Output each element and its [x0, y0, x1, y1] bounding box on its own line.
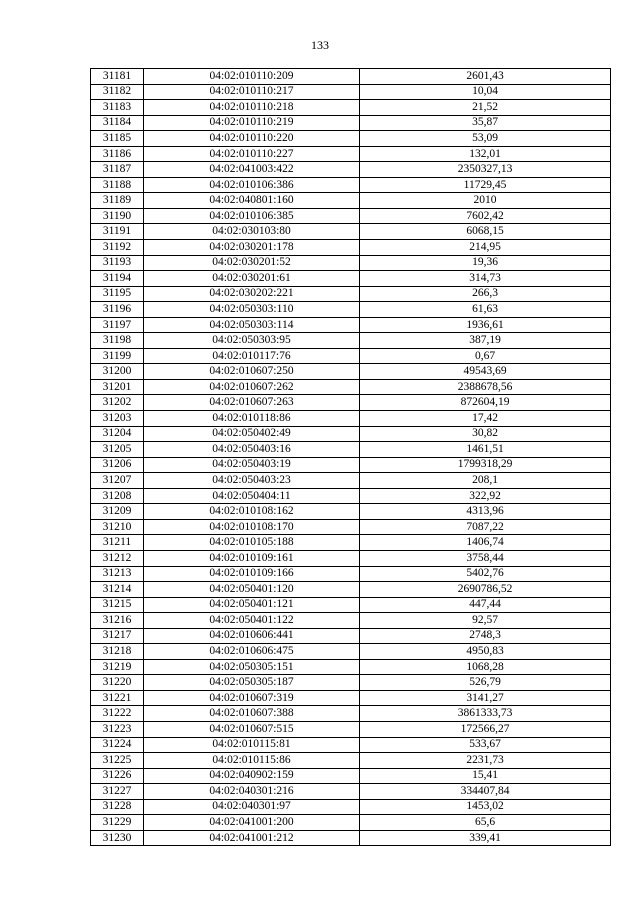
cadastral-number-cell: 04:02:010606:441 — [144, 628, 360, 644]
table-row — [91, 675, 611, 691]
value-cell: 1068,28 — [360, 659, 611, 675]
row-number-cell: 31182 — [91, 84, 144, 100]
row-number-cell: 31203 — [91, 411, 144, 427]
value-cell: 1799318,29 — [360, 457, 611, 473]
table-row — [91, 208, 611, 224]
row-number-cell: 31229 — [91, 815, 144, 831]
cadastral-number-cell: 04:02:030201:52 — [144, 255, 360, 271]
table-row — [91, 193, 611, 209]
table-row — [91, 644, 611, 660]
value-cell: 21,52 — [360, 100, 611, 116]
table-row — [91, 364, 611, 380]
row-number-cell: 31200 — [91, 364, 144, 380]
cadastral-number-cell: 04:02:010118:86 — [144, 411, 360, 427]
row-number-cell: 31190 — [91, 208, 144, 224]
table-row — [91, 504, 611, 520]
row-number-cell: 31227 — [91, 784, 144, 800]
cadastral-number-cell: 04:02:040301:216 — [144, 784, 360, 800]
value-cell: 19,36 — [360, 255, 611, 271]
value-cell: 1936,61 — [360, 317, 611, 333]
cadastral-number-cell: 04:02:010607:388 — [144, 706, 360, 722]
row-number-cell: 31209 — [91, 504, 144, 520]
cadastral-number-cell: 04:02:050303:95 — [144, 333, 360, 349]
row-number-cell: 31215 — [91, 597, 144, 613]
value-cell: 4313,96 — [360, 504, 611, 520]
table-row — [91, 302, 611, 318]
cadastral-number-cell: 04:02:030202:221 — [144, 286, 360, 302]
row-number-cell: 31187 — [91, 162, 144, 178]
value-cell: 7602,42 — [360, 208, 611, 224]
value-cell: 2010 — [360, 193, 611, 209]
row-number-cell: 31194 — [91, 271, 144, 287]
cadastral-number-cell: 04:02:010106:386 — [144, 177, 360, 193]
row-number-cell: 31217 — [91, 628, 144, 644]
value-cell: 65,6 — [360, 815, 611, 831]
cadastral-number-cell: 04:02:030103:80 — [144, 224, 360, 240]
cadastral-number-cell: 04:02:010110:220 — [144, 131, 360, 147]
cadastral-number-cell: 04:02:010108:170 — [144, 519, 360, 535]
value-cell: 10,04 — [360, 84, 611, 100]
cadastral-number-cell: 04:02:050404:11 — [144, 488, 360, 504]
table-row — [91, 271, 611, 287]
value-cell: 872604,19 — [360, 395, 611, 411]
cadastral-number-cell: 04:02:040801:160 — [144, 193, 360, 209]
value-cell: 35,87 — [360, 115, 611, 131]
cadastral-number-cell: 04:02:010607:515 — [144, 721, 360, 737]
value-cell: 266,3 — [360, 286, 611, 302]
table-row — [91, 131, 611, 147]
cadastral-number-cell: 04:02:010109:166 — [144, 566, 360, 582]
cadastral-number-cell: 04:02:050403:23 — [144, 473, 360, 489]
value-cell: 17,42 — [360, 411, 611, 427]
table-row — [91, 286, 611, 302]
table-row — [91, 550, 611, 566]
cadastral-number-cell: 04:02:010115:86 — [144, 753, 360, 769]
cadastral-number-cell: 04:02:010607:319 — [144, 690, 360, 706]
value-cell: 387,19 — [360, 333, 611, 349]
table-row — [91, 442, 611, 458]
row-number-cell: 31222 — [91, 706, 144, 722]
value-cell: 2690786,52 — [360, 582, 611, 598]
table-row — [91, 690, 611, 706]
row-number-cell: 31193 — [91, 255, 144, 271]
table-row — [91, 613, 611, 629]
row-number-cell: 31189 — [91, 193, 144, 209]
value-cell: 5402,76 — [360, 566, 611, 582]
cadastral-number-cell: 04:02:010607:250 — [144, 364, 360, 380]
table-row — [91, 737, 611, 753]
value-cell: 2748,3 — [360, 628, 611, 644]
table-row — [91, 240, 611, 256]
value-cell: 3758,44 — [360, 550, 611, 566]
row-number-cell: 31196 — [91, 302, 144, 318]
cadastral-number-cell: 04:02:041001:212 — [144, 830, 360, 846]
row-number-cell: 31183 — [91, 100, 144, 116]
row-number-cell: 31206 — [91, 457, 144, 473]
value-cell: 208,1 — [360, 473, 611, 489]
row-number-cell: 31191 — [91, 224, 144, 240]
cadastral-number-cell: 04:02:041003:422 — [144, 162, 360, 178]
row-number-cell: 31207 — [91, 473, 144, 489]
table-row — [91, 597, 611, 613]
row-number-cell: 31230 — [91, 830, 144, 846]
table-row — [91, 815, 611, 831]
table-row — [91, 348, 611, 364]
value-cell: 447,44 — [360, 597, 611, 613]
table-row — [91, 426, 611, 442]
table-row — [91, 69, 611, 85]
table-row — [91, 146, 611, 162]
cadastral-number-cell: 04:02:010606:475 — [144, 644, 360, 660]
row-number-cell: 31202 — [91, 395, 144, 411]
value-cell: 533,67 — [360, 737, 611, 753]
cadastral-number-cell: 04:02:030201:178 — [144, 240, 360, 256]
row-number-cell: 31201 — [91, 379, 144, 395]
row-number-cell: 31212 — [91, 550, 144, 566]
table-row — [91, 317, 611, 333]
value-cell: 132,01 — [360, 146, 611, 162]
table-row — [91, 379, 611, 395]
table-row — [91, 566, 611, 582]
table-body — [91, 69, 611, 846]
value-cell: 2231,73 — [360, 753, 611, 769]
cadastral-number-cell: 04:02:040301:97 — [144, 799, 360, 815]
cadastral-number-cell: 04:02:010108:162 — [144, 504, 360, 520]
row-number-cell: 31195 — [91, 286, 144, 302]
cadastral-number-cell: 04:02:050305:187 — [144, 675, 360, 691]
row-number-cell: 31208 — [91, 488, 144, 504]
cadastral-number-cell: 04:02:010105:188 — [144, 535, 360, 551]
value-cell: 3141,27 — [360, 690, 611, 706]
row-number-cell: 31197 — [91, 317, 144, 333]
table-row — [91, 706, 611, 722]
value-cell: 3861333,73 — [360, 706, 611, 722]
row-number-cell: 31186 — [91, 146, 144, 162]
table-row — [91, 628, 611, 644]
row-number-cell: 31219 — [91, 659, 144, 675]
cadastral-number-cell: 04:02:050403:19 — [144, 457, 360, 473]
cadastral-number-cell: 04:02:030201:61 — [144, 271, 360, 287]
cadastral-number-cell: 04:02:010106:385 — [144, 208, 360, 224]
value-cell: 6068,15 — [360, 224, 611, 240]
row-number-cell: 31198 — [91, 333, 144, 349]
cadastral-number-cell: 04:02:041001:200 — [144, 815, 360, 831]
value-cell: 1461,51 — [360, 442, 611, 458]
value-cell: 11729,45 — [360, 177, 611, 193]
table-row — [91, 100, 611, 116]
value-cell: 7087,22 — [360, 519, 611, 535]
cadastral-number-cell: 04:02:050401:121 — [144, 597, 360, 613]
cadastral-number-cell: 04:02:040902:159 — [144, 768, 360, 784]
row-number-cell: 31221 — [91, 690, 144, 706]
row-number-cell: 31228 — [91, 799, 144, 815]
row-number-cell: 31199 — [91, 348, 144, 364]
cadastral-number-cell: 04:02:010607:263 — [144, 395, 360, 411]
value-cell: 1406,74 — [360, 535, 611, 551]
value-cell: 30,82 — [360, 426, 611, 442]
value-cell: 172566,27 — [360, 721, 611, 737]
cadastral-number-cell: 04:02:050402:49 — [144, 426, 360, 442]
value-cell: 214,95 — [360, 240, 611, 256]
table-row — [91, 395, 611, 411]
table-row — [91, 830, 611, 846]
table-row — [91, 115, 611, 131]
table-row — [91, 535, 611, 551]
row-number-cell: 31185 — [91, 131, 144, 147]
value-cell: 322,92 — [360, 488, 611, 504]
value-cell: 4950,83 — [360, 644, 611, 660]
value-cell: 15,41 — [360, 768, 611, 784]
row-number-cell: 31192 — [91, 240, 144, 256]
row-number-cell: 31211 — [91, 535, 144, 551]
cadastral-number-cell: 04:02:050403:16 — [144, 442, 360, 458]
row-number-cell: 31226 — [91, 768, 144, 784]
value-cell: 92,57 — [360, 613, 611, 629]
row-number-cell: 31184 — [91, 115, 144, 131]
table-row — [91, 753, 611, 769]
table-row — [91, 224, 611, 240]
table-row — [91, 799, 611, 815]
row-number-cell: 31204 — [91, 426, 144, 442]
value-cell: 1453,02 — [360, 799, 611, 815]
row-number-cell: 31223 — [91, 721, 144, 737]
cadastral-number-cell: 04:02:050303:110 — [144, 302, 360, 318]
cadastral-number-cell: 04:02:050401:120 — [144, 582, 360, 598]
cadastral-number-cell: 04:02:010110:227 — [144, 146, 360, 162]
value-cell: 339,41 — [360, 830, 611, 846]
value-cell: 314,73 — [360, 271, 611, 287]
table-row — [91, 519, 611, 535]
table-row — [91, 84, 611, 100]
table-row — [91, 255, 611, 271]
value-cell: 2350327,13 — [360, 162, 611, 178]
row-number-cell: 31216 — [91, 613, 144, 629]
cadastral-number-cell: 04:02:010115:81 — [144, 737, 360, 753]
value-cell: 334407,84 — [360, 784, 611, 800]
cadastral-number-cell: 04:02:010109:161 — [144, 550, 360, 566]
cadastral-number-cell: 04:02:050401:122 — [144, 613, 360, 629]
table-row — [91, 457, 611, 473]
row-number-cell: 31218 — [91, 644, 144, 660]
cadastral-number-cell: 04:02:010110:209 — [144, 69, 360, 85]
row-number-cell: 31224 — [91, 737, 144, 753]
row-number-cell: 31220 — [91, 675, 144, 691]
value-cell: 53,09 — [360, 131, 611, 147]
table-row — [91, 784, 611, 800]
table-row — [91, 768, 611, 784]
table-row — [91, 721, 611, 737]
table-row — [91, 659, 611, 675]
table-row — [91, 177, 611, 193]
row-number-cell: 31214 — [91, 582, 144, 598]
value-cell: 2601,43 — [360, 69, 611, 85]
table-row — [91, 162, 611, 178]
table-row — [91, 582, 611, 598]
value-cell: 61,63 — [360, 302, 611, 318]
row-number-cell: 31210 — [91, 519, 144, 535]
row-number-cell: 31225 — [91, 753, 144, 769]
row-number-cell: 31213 — [91, 566, 144, 582]
page-number: 133 — [311, 38, 329, 52]
value-cell: 49543,69 — [360, 364, 611, 380]
row-number-cell: 31188 — [91, 177, 144, 193]
cadastral-number-cell: 04:02:050305:151 — [144, 659, 360, 675]
table-row — [91, 411, 611, 427]
row-number-cell: 31205 — [91, 442, 144, 458]
cadastral-number-cell: 04:02:050303:114 — [144, 317, 360, 333]
table-row — [91, 473, 611, 489]
value-cell: 526,79 — [360, 675, 611, 691]
table-row — [91, 488, 611, 504]
value-cell: 2388678,56 — [360, 379, 611, 395]
table-row — [91, 333, 611, 349]
cadastral-number-cell: 04:02:010110:219 — [144, 115, 360, 131]
data-table — [90, 68, 611, 846]
cadastral-number-cell: 04:02:010110:217 — [144, 84, 360, 100]
cadastral-number-cell: 04:02:010117:76 — [144, 348, 360, 364]
value-cell: 0,67 — [360, 348, 611, 364]
cadastral-number-cell: 04:02:010607:262 — [144, 379, 360, 395]
cadastral-number-cell: 04:02:010110:218 — [144, 100, 360, 116]
row-number-cell: 31181 — [91, 69, 144, 85]
